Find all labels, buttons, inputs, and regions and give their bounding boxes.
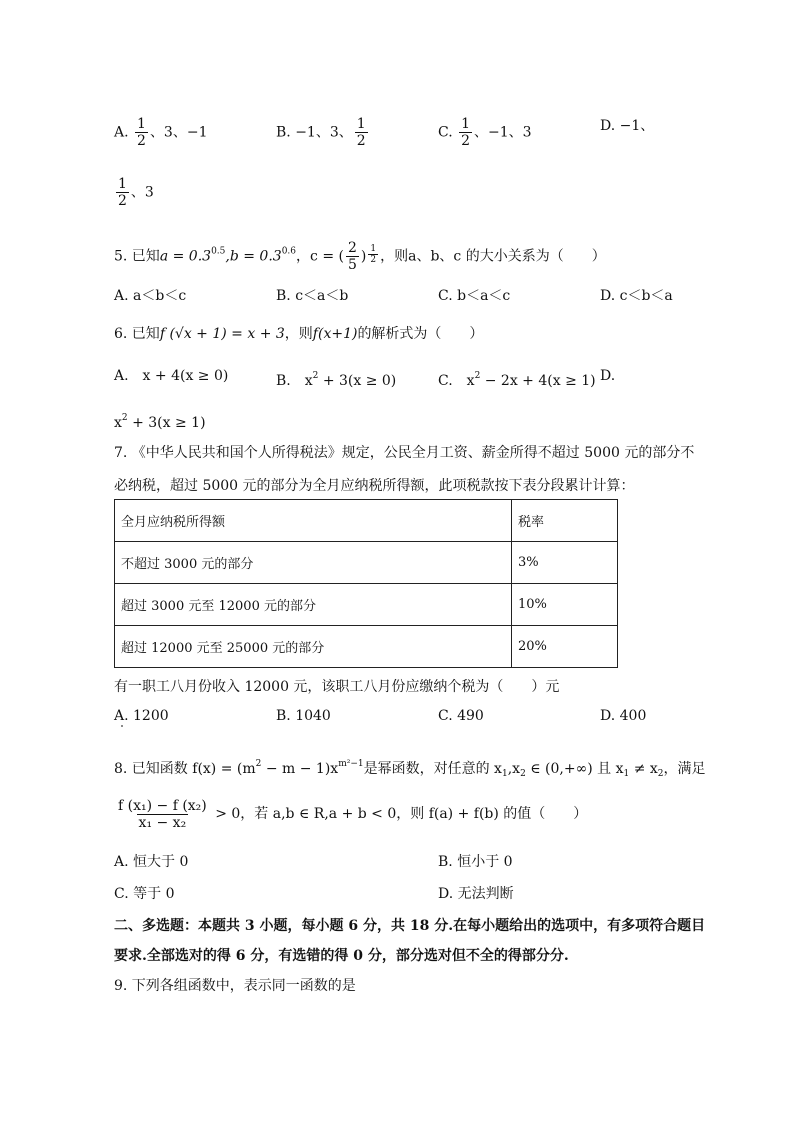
q8-option-b[interactable]: B. 恒小于 0 <box>438 854 513 870</box>
table-row <box>115 626 618 668</box>
q7-option-d[interactable]: D. 400 <box>600 708 647 724</box>
q7-stem-line-2: 必纳税，超过 5000 元的部分为全月应纳税所得额，此项税款按下表分段累计计算： <box>114 478 635 494</box>
q7-option-a[interactable]: A. 1200 <box>114 708 169 724</box>
q4-option-d-continued: $\frac{1}{2}$ 、3 <box>118 176 154 209</box>
table-cell: 超过 12000 元至 25000 元的部分 <box>115 626 512 668</box>
q4-option-b[interactable]: B. −1、3、 $\frac{1}{2}$ <box>276 116 366 149</box>
section-2-heading-line-2: 要求.全部选对的得 6 分，有选错的得 0 分，部分选对但不全的得部分分. <box>114 948 569 964</box>
fraction: $\frac{1}{2}$ <box>356 116 366 149</box>
table-cell: 20% <box>512 626 618 668</box>
q5-option-d[interactable]: D. c＜b＜a <box>600 288 673 304</box>
q5-stem: 5. 已知$a = 0.3^{0.5},b = 0.3^{0.6}$，c = ( $\frac{2}{5}$ ) $\frac{1}{2}$ ，则a、b、c 的大小关系为（ ） <box>114 240 606 273</box>
q4-option-d[interactable]: D. −1、 <box>600 118 655 134</box>
q5-option-c[interactable]: C. b＜a＜c <box>438 288 511 304</box>
q7-option-c[interactable]: C. 490 <box>438 708 484 724</box>
stray-dot <box>121 725 123 727</box>
q6-option-a[interactable]: A. x + 4(x ≥ 0) <box>114 368 229 384</box>
q7-option-b[interactable]: B. 1040 <box>276 708 331 724</box>
q4-option-c[interactable]: C. $\frac{1}{2}$ 、−1、3 <box>438 116 532 149</box>
section-2-heading-line-1: 二、多选题：本题共 3 小题，每小题 6 分，共 18 分.在每小题给出的选项中，有多项符合题目 <box>114 918 706 934</box>
difference-quotient-fraction: $\frac{\text{f (x₁) − f (x₂)}}{\text{x₁ − x₂}}$ <box>118 797 207 831</box>
table-cell: 3% <box>512 542 618 584</box>
fraction: $\frac{1}{2}$ <box>461 116 471 149</box>
fraction: $\frac{2}{5}$ <box>347 240 357 273</box>
fraction: $\frac{1}{2}$ <box>118 176 127 209</box>
q6-option-c[interactable]: C. $x^2 - 2x + 4(x \ge 1)$ <box>438 371 596 389</box>
table-cell: 超过 3000 元至 12000 元的部分 <box>115 584 512 626</box>
q6-option-b[interactable]: B. $x^2 + 3(x \ge 0)$ <box>276 371 397 389</box>
q8-option-d[interactable]: D. 无法判断 <box>438 886 514 902</box>
q6-option-d[interactable]: D. <box>600 368 616 384</box>
q8-option-c[interactable]: C. 等于 0 <box>114 886 175 902</box>
q6-option-d-continued: $x^2 + 3(x \ge 1)$ <box>114 413 206 431</box>
table-cell: 10% <box>512 584 618 626</box>
tax-rate-table <box>114 499 618 668</box>
q6-stem: 6. 已知f (√x + 1) = x + 3，则f(x+1)的解析式为（ ） <box>114 326 484 342</box>
q7-stem-line-1: 7. 《中华人民共和国个人所得税法》规定，公民全月工资、薪金所得不超过 5000 元的部分不 <box>114 445 695 461</box>
exponent-fraction: $\frac{1}{2}$ <box>370 243 377 265</box>
q8-stem-line-1: 8. 已知函数 $f(x) = (m^2 - m - 1)x^{m^2-1}$是幂函数，对任意的 $x_1,x_2$ ∈ (0,+∞) 且 $x_1 \ne x_2$，满足 <box>114 759 706 779</box>
q4-option-a[interactable]: A. $\frac{1}{2}$ 、3、−1 <box>114 116 208 149</box>
q5-option-b[interactable]: B. c＜a＜b <box>276 288 349 304</box>
table-cell: 不超过 3000 元的部分 <box>115 542 512 584</box>
fraction: $\frac{1}{2}$ <box>137 116 146 149</box>
q9-stem: 9. 下列各组函数中，表示同一函数的是 <box>114 978 356 994</box>
q8-stem-line-2: $\frac{\text{f (x₁) − f (x₂)}}{\text{x₁ − x₂}}$ > 0，若 a,b ∈ R,a + b < 0，则 f(a) + f(b) 的值（ ） <box>118 797 588 831</box>
q5-option-a[interactable]: A. a＜b＜c <box>114 288 187 304</box>
q8-option-a[interactable]: A. 恒大于 0 <box>114 854 189 870</box>
table-row <box>115 542 618 584</box>
table-header-cell: 全月应纳税所得额 <box>115 500 512 542</box>
table-header-cell: 税率 <box>512 500 618 542</box>
q7-question: 有一职工八月份收入 12000 元，该职工八月份应缴纳个税为（ ）元 <box>114 679 560 695</box>
table-header-row <box>115 500 618 542</box>
table-row <box>115 584 618 626</box>
